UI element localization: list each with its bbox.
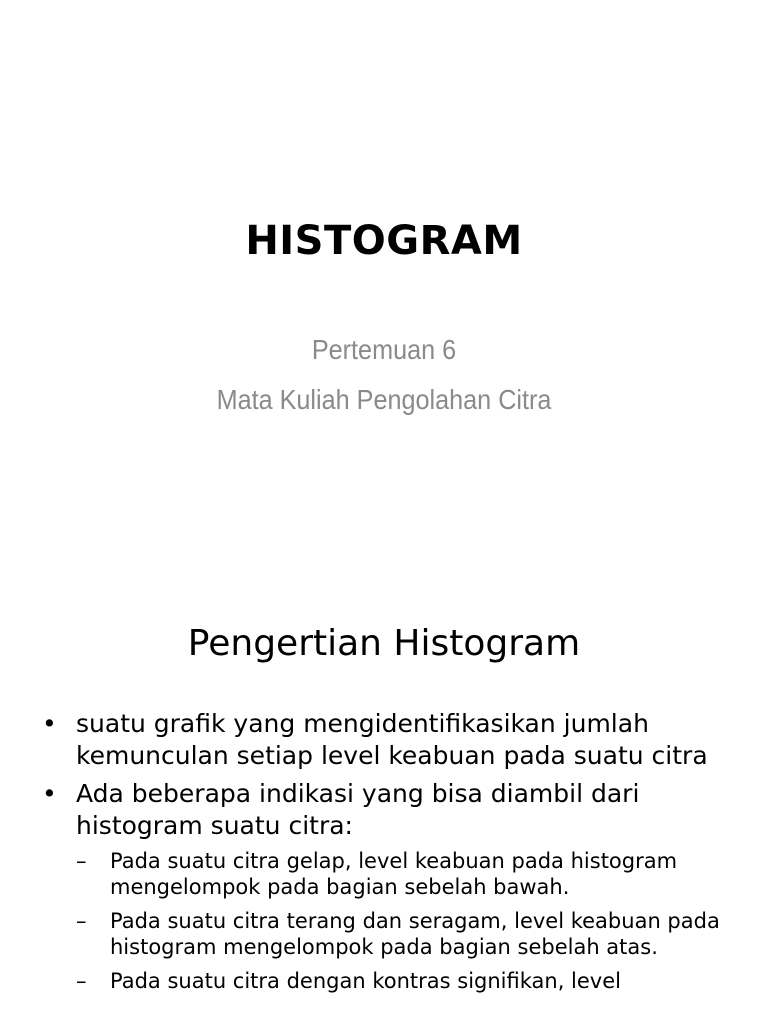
dash-icon: – — [76, 909, 87, 933]
sub-bullet-text: Pada suatu citra dengan kontras signifikan, level — [110, 969, 621, 993]
bullet-text: Ada beberapa indikasi yang bisa diambil dari histogram suatu citra: — [76, 779, 640, 840]
content-slide — [0, 576, 768, 1024]
bullet-icon: • — [42, 779, 57, 808]
bullet-icon: • — [42, 709, 57, 738]
sub-bullet-text: Pada suatu citra gelap, level keabuan pada histogram mengelompok pada bagian sebelah bawah. — [110, 849, 678, 899]
subtitle-meeting: Pertemuan 6 — [311, 334, 457, 365]
subtitle-course: Mata Kuliah Pengolahan Citra — [216, 384, 552, 415]
bullet-list — [40, 708, 740, 1002]
bullet-text: suatu grafik yang mengidentifikasikan jumlah kemunculan setiap level keabuan pada suatu citra — [76, 709, 708, 770]
sub-bullet-item — [40, 908, 740, 960]
sub-bullet-text: Pada suatu citra terang dan seragam, level keabuan pada histogram mengelompok pada bagian sebelah atas. — [110, 909, 720, 959]
dash-icon: – — [76, 969, 87, 993]
bullet-item — [40, 708, 740, 772]
sub-bullet-item — [40, 848, 740, 900]
dash-icon: – — [76, 849, 87, 873]
bullet-item — [40, 778, 740, 842]
slide-title: HISTOGRAM — [245, 218, 523, 264]
sub-bullet-item — [40, 968, 740, 994]
slide-heading: Pengertian Histogram — [187, 623, 581, 664]
